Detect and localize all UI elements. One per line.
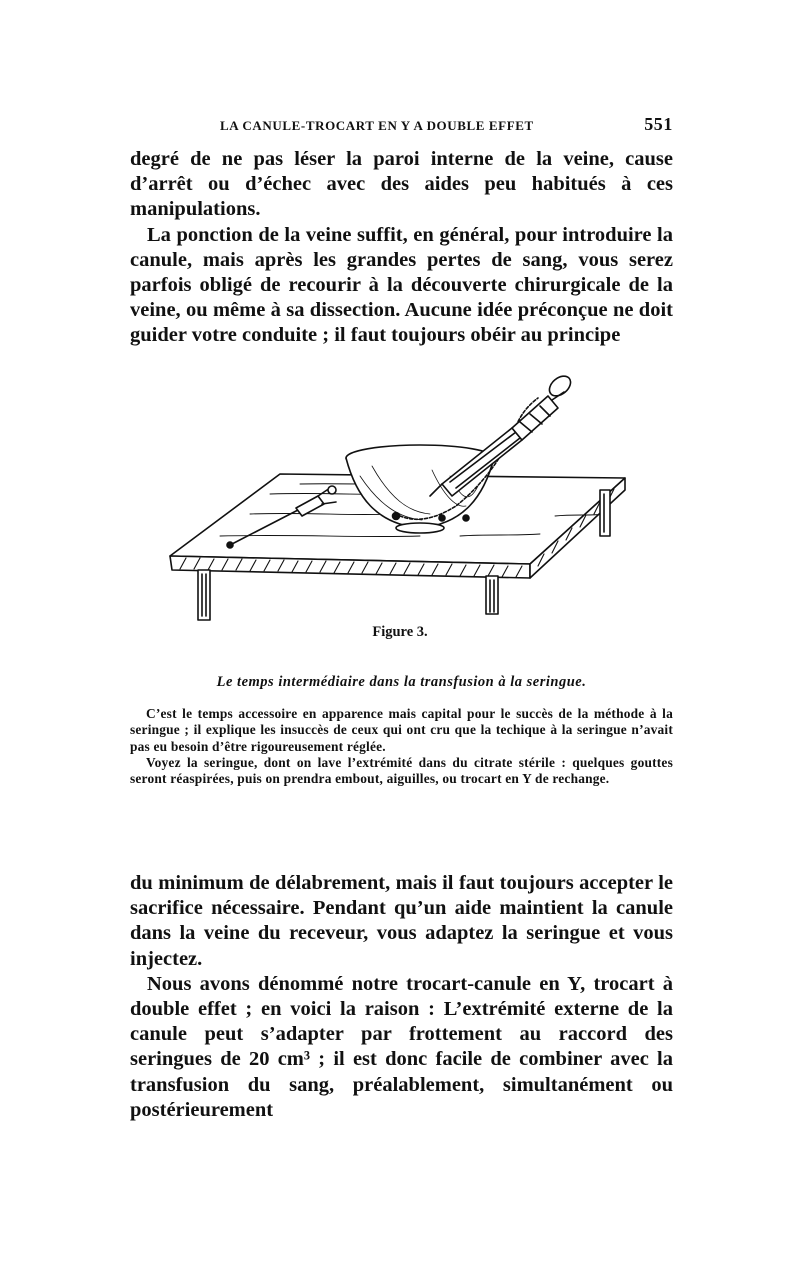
body-text-top (130, 147, 673, 349)
figure-label: Figure 3. (372, 624, 428, 640)
paragraph: Nous avons dénommé notre trocart-canule en Y, trocart à double effet ; en voici la raison : L’extrémité externe de la canule peut s’adapter par frottement au raccord des seringues de 20 cm³ ; il est donc facile de combiner avec la transfusion du sang, préalablement, simultanément ou postérieurement (130, 972, 673, 1121)
table-bowl-syringe-engraving (160, 366, 640, 628)
figure-note (130, 706, 673, 787)
paragraph: degré de ne pas léser la paroi interne de la veine, cause d’arrêt ou d’échec avec des aides peu habitués à ces manipulations. (130, 148, 673, 221)
figure-illustration (160, 366, 640, 628)
figure-caption: Le temps intermédiaire dans la transfusion à la seringue. (216, 674, 587, 690)
note-paragraph: Voyez la seringue, dont on lave l’extrémité dans du citrate stérile : quelques gouttes seront réaspirées, puis on prendra embout, aiguilles, ou trocart en Y de rechange. (130, 754, 673, 787)
note-paragraph: C’est le temps accessoire en apparence mais capital pour le succès de la méthode à la seringue ; il explique les insuccès de ceux qui ont cru que la techique à la seringue n’avait pas eu besoin d’être rigoureusement réglée. (130, 706, 673, 754)
table-leg (600, 490, 610, 536)
running-head-title: LA CANULE-TROCART EN Y A DOUBLE EFFET (220, 118, 534, 133)
page-number: 551 (644, 114, 673, 134)
running-head (130, 114, 673, 136)
paragraph: La ponction de la veine suffit, en général, pour introduire la canule, mais après les grandes pertes de sang, vous serez parfois obligé de recourir à la découverte chirurgicale de la veine, ou même à sa dissection. Aucune idée préconçue ne doit guider votre conduite ; il faut toujours obéir au principe (130, 223, 673, 347)
table-leg (486, 576, 498, 614)
paragraph: du minimum de délabrement, mais il faut toujours accepter le sacrifice nécessaire. Pendant qu’un aide maintient la canule dans la veine du receveur, vous adaptez la seringue et vous injectez. (130, 872, 673, 970)
body-text-bottom (130, 871, 673, 1123)
table-leg (198, 570, 210, 620)
